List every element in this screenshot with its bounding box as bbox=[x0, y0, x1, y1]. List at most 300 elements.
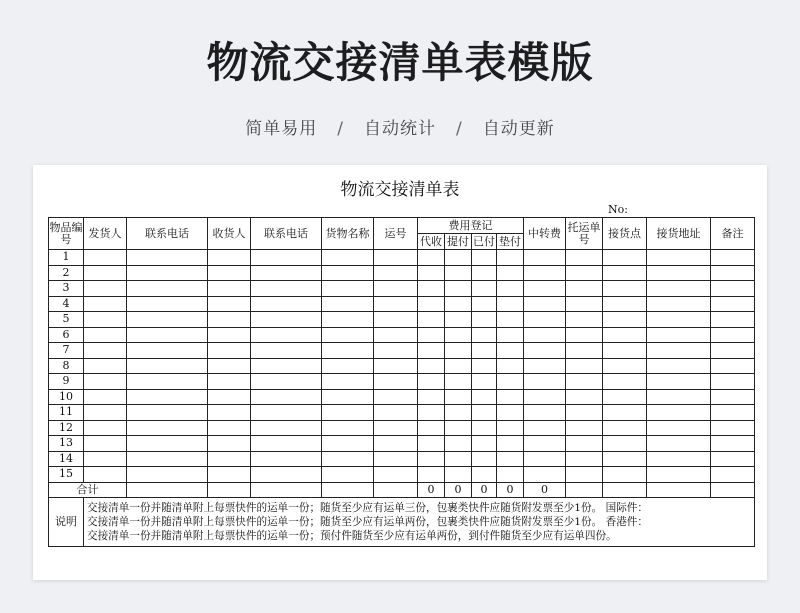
table-cell[interactable] bbox=[322, 327, 374, 343]
row-number: 1 bbox=[49, 250, 84, 266]
table-cell[interactable] bbox=[322, 451, 374, 467]
table-cell[interactable] bbox=[603, 436, 647, 452]
table-cell[interactable] bbox=[603, 312, 647, 328]
subtitle-separator: / bbox=[456, 119, 463, 139]
table-cell[interactable] bbox=[647, 296, 711, 312]
total-fee-advance: 0 bbox=[497, 482, 524, 497]
table-cell[interactable] bbox=[374, 436, 418, 452]
table-cell[interactable] bbox=[647, 312, 711, 328]
table-row bbox=[49, 250, 755, 266]
row-number: 12 bbox=[49, 420, 84, 436]
document-number-label: No: bbox=[608, 203, 628, 216]
table-cell[interactable] bbox=[127, 327, 208, 343]
table-cell[interactable] bbox=[472, 281, 497, 297]
table-cell[interactable] bbox=[322, 374, 374, 390]
page-title: 物流交接清单表模版 bbox=[206, 38, 594, 87]
table-cell[interactable] bbox=[208, 482, 251, 497]
table-cell[interactable] bbox=[322, 281, 374, 297]
header-receiver-phone: 联系电话 bbox=[251, 218, 322, 250]
header-remark: 备注 bbox=[711, 218, 755, 250]
row-number: 9 bbox=[49, 374, 84, 390]
table-cell[interactable] bbox=[603, 374, 647, 390]
table-cell[interactable] bbox=[647, 436, 711, 452]
header-fee-pickup: 提付 bbox=[445, 234, 472, 250]
table-cell[interactable] bbox=[127, 451, 208, 467]
table-cell[interactable] bbox=[566, 467, 603, 483]
table-cell[interactable] bbox=[251, 281, 322, 297]
table-cell[interactable] bbox=[603, 296, 647, 312]
row-number: 10 bbox=[49, 389, 84, 405]
table-cell[interactable] bbox=[208, 405, 251, 421]
table-cell[interactable] bbox=[711, 451, 755, 467]
table-cell[interactable] bbox=[127, 281, 208, 297]
table-cell[interactable] bbox=[127, 250, 208, 266]
table-cell[interactable] bbox=[497, 281, 524, 297]
table-cell[interactable] bbox=[497, 312, 524, 328]
table-cell[interactable] bbox=[711, 405, 755, 421]
table-cell[interactable] bbox=[603, 482, 647, 497]
table-body bbox=[49, 250, 755, 483]
notes-line: 交接清单一份并随清单附上每票快件的运单一份；随货至少应有运单三份，包裹类快件应随货附发票至少1份。 国际件： bbox=[87, 501, 648, 514]
header-pickup-point: 接货点 bbox=[603, 218, 647, 250]
header-row bbox=[49, 218, 755, 234]
header-sender-phone: 联系电话 bbox=[127, 218, 208, 250]
table-row bbox=[49, 374, 755, 390]
table-cell[interactable] bbox=[251, 389, 322, 405]
page-subtitle bbox=[0, 114, 800, 139]
table-cell[interactable] bbox=[418, 436, 445, 452]
table-cell[interactable] bbox=[472, 436, 497, 452]
table-cell[interactable] bbox=[711, 467, 755, 483]
table-cell[interactable] bbox=[127, 374, 208, 390]
table-cell[interactable] bbox=[497, 467, 524, 483]
table-cell[interactable] bbox=[445, 250, 472, 266]
table-cell[interactable] bbox=[445, 451, 472, 467]
table-cell[interactable] bbox=[445, 420, 472, 436]
subtitle-separator: / bbox=[337, 119, 344, 139]
table-cell[interactable] bbox=[374, 389, 418, 405]
table-cell[interactable] bbox=[322, 436, 374, 452]
header-consign-no: 托运单号 bbox=[566, 218, 603, 250]
table-cell[interactable] bbox=[84, 312, 127, 328]
table-cell[interactable] bbox=[603, 281, 647, 297]
subtitle-item-stats: 自动统计 bbox=[364, 119, 436, 139]
table-cell[interactable] bbox=[418, 358, 445, 374]
table-cell[interactable] bbox=[566, 296, 603, 312]
subtitle-item-update: 自动更新 bbox=[482, 119, 555, 139]
total-transfer-fee: 0 bbox=[524, 482, 566, 497]
row-number: 11 bbox=[49, 405, 84, 421]
table-row bbox=[49, 467, 755, 483]
table-cell[interactable] bbox=[251, 250, 322, 266]
table-cell[interactable] bbox=[84, 436, 127, 452]
table-cell[interactable] bbox=[84, 451, 127, 467]
table-cell[interactable] bbox=[322, 420, 374, 436]
table-cell[interactable] bbox=[566, 327, 603, 343]
table-cell[interactable] bbox=[445, 436, 472, 452]
table-cell[interactable] bbox=[524, 327, 566, 343]
table-cell[interactable] bbox=[647, 265, 711, 281]
table-cell[interactable] bbox=[497, 420, 524, 436]
table-cell[interactable] bbox=[566, 482, 603, 497]
table-cell[interactable] bbox=[524, 436, 566, 452]
table-cell[interactable] bbox=[251, 451, 322, 467]
table-cell[interactable] bbox=[524, 374, 566, 390]
table-row bbox=[49, 343, 755, 359]
table-cell[interactable] bbox=[445, 389, 472, 405]
table-cell[interactable] bbox=[472, 250, 497, 266]
row-number: 6 bbox=[49, 327, 84, 343]
table-cell[interactable] bbox=[711, 281, 755, 297]
table-cell[interactable] bbox=[374, 451, 418, 467]
table-cell[interactable] bbox=[472, 312, 497, 328]
table-cell[interactable] bbox=[374, 374, 418, 390]
table-cell[interactable] bbox=[445, 405, 472, 421]
table-cell[interactable] bbox=[208, 389, 251, 405]
table-cell[interactable] bbox=[603, 343, 647, 359]
table-row bbox=[49, 327, 755, 343]
table-cell[interactable] bbox=[647, 389, 711, 405]
table-cell[interactable] bbox=[566, 389, 603, 405]
table-cell[interactable] bbox=[418, 467, 445, 483]
table-cell[interactable] bbox=[322, 358, 374, 374]
table-row bbox=[49, 265, 755, 281]
table-cell[interactable] bbox=[445, 343, 472, 359]
table-cell[interactable] bbox=[127, 389, 208, 405]
table-cell[interactable] bbox=[208, 327, 251, 343]
table-cell[interactable] bbox=[445, 281, 472, 297]
table-cell[interactable] bbox=[251, 420, 322, 436]
table-cell[interactable] bbox=[374, 265, 418, 281]
table-cell[interactable] bbox=[127, 467, 208, 483]
total-fee-pickup: 0 bbox=[445, 482, 472, 497]
table-cell[interactable] bbox=[127, 312, 208, 328]
table-cell[interactable] bbox=[84, 265, 127, 281]
table-row bbox=[49, 389, 755, 405]
table-cell[interactable] bbox=[251, 327, 322, 343]
table-cell[interactable] bbox=[603, 389, 647, 405]
table-cell[interactable] bbox=[472, 420, 497, 436]
table-cell[interactable] bbox=[251, 482, 322, 497]
table-cell[interactable] bbox=[84, 420, 127, 436]
table-cell[interactable] bbox=[472, 451, 497, 467]
table-cell[interactable] bbox=[251, 358, 322, 374]
table-cell[interactable] bbox=[566, 250, 603, 266]
table-row bbox=[49, 358, 755, 374]
table-cell[interactable] bbox=[418, 389, 445, 405]
header-waybill-no: 运号 bbox=[374, 218, 418, 250]
row-number: 5 bbox=[49, 312, 84, 328]
table-cell[interactable] bbox=[208, 467, 251, 483]
table-cell[interactable] bbox=[497, 265, 524, 281]
table-cell[interactable] bbox=[524, 296, 566, 312]
table-cell[interactable] bbox=[647, 250, 711, 266]
row-number: 14 bbox=[49, 451, 84, 467]
table-cell[interactable] bbox=[603, 250, 647, 266]
table-cell[interactable] bbox=[418, 451, 445, 467]
table-cell[interactable] bbox=[208, 281, 251, 297]
notes-row bbox=[49, 497, 755, 546]
table-cell[interactable] bbox=[374, 420, 418, 436]
table-cell[interactable] bbox=[711, 250, 755, 266]
handover-table bbox=[48, 217, 755, 547]
table-cell[interactable] bbox=[418, 374, 445, 390]
table-cell[interactable] bbox=[208, 358, 251, 374]
table-cell[interactable] bbox=[647, 405, 711, 421]
header-fee-group: 费用登记 bbox=[418, 218, 524, 234]
table-cell[interactable] bbox=[566, 343, 603, 359]
table-cell[interactable] bbox=[647, 327, 711, 343]
table-cell[interactable] bbox=[84, 389, 127, 405]
table-cell[interactable] bbox=[647, 358, 711, 374]
table-cell[interactable] bbox=[127, 436, 208, 452]
total-fee-collect: 0 bbox=[418, 482, 445, 497]
table-cell[interactable] bbox=[418, 343, 445, 359]
table-cell[interactable] bbox=[647, 420, 711, 436]
notes-content bbox=[84, 497, 755, 546]
table-cell[interactable] bbox=[374, 296, 418, 312]
table-cell[interactable] bbox=[251, 436, 322, 452]
table-cell[interactable] bbox=[524, 312, 566, 328]
table-cell[interactable] bbox=[208, 250, 251, 266]
table-cell[interactable] bbox=[445, 467, 472, 483]
table-cell[interactable] bbox=[497, 451, 524, 467]
table-cell[interactable] bbox=[127, 405, 208, 421]
table-cell[interactable] bbox=[524, 250, 566, 266]
table-cell[interactable] bbox=[418, 265, 445, 281]
table-cell[interactable] bbox=[647, 467, 711, 483]
table-cell[interactable] bbox=[603, 265, 647, 281]
table-cell[interactable] bbox=[418, 281, 445, 297]
header-sender: 发货人 bbox=[84, 218, 127, 250]
table-cell[interactable] bbox=[445, 327, 472, 343]
table-cell[interactable] bbox=[497, 343, 524, 359]
table-cell[interactable] bbox=[208, 374, 251, 390]
table-cell[interactable] bbox=[84, 296, 127, 312]
table-cell[interactable] bbox=[418, 405, 445, 421]
document-sheet bbox=[33, 165, 767, 580]
table-cell[interactable] bbox=[418, 312, 445, 328]
table-cell[interactable] bbox=[84, 281, 127, 297]
table-cell[interactable] bbox=[566, 420, 603, 436]
table-cell[interactable] bbox=[374, 327, 418, 343]
table-cell[interactable] bbox=[322, 250, 374, 266]
table-cell[interactable] bbox=[497, 436, 524, 452]
table-cell[interactable] bbox=[497, 374, 524, 390]
table-cell[interactable] bbox=[127, 358, 208, 374]
table-cell[interactable] bbox=[524, 420, 566, 436]
table-cell[interactable] bbox=[524, 265, 566, 281]
table-cell[interactable] bbox=[374, 467, 418, 483]
header-fee-paid: 已付 bbox=[473, 234, 495, 248]
header-goods-name: 货物名称 bbox=[322, 218, 374, 250]
table-cell[interactable] bbox=[208, 343, 251, 359]
table-cell[interactable] bbox=[472, 265, 497, 281]
table-cell[interactable] bbox=[647, 343, 711, 359]
table-cell[interactable] bbox=[524, 281, 566, 297]
table-cell[interactable] bbox=[251, 467, 322, 483]
table-cell[interactable] bbox=[524, 358, 566, 374]
table-cell[interactable] bbox=[472, 327, 497, 343]
table-cell[interactable] bbox=[418, 327, 445, 343]
table-cell[interactable] bbox=[566, 265, 603, 281]
table-cell[interactable] bbox=[251, 405, 322, 421]
header-transfer-fee: 中转费 bbox=[524, 218, 566, 250]
table-cell[interactable] bbox=[472, 296, 497, 312]
table-cell[interactable] bbox=[251, 296, 322, 312]
table-cell[interactable] bbox=[127, 482, 208, 497]
table-cell[interactable] bbox=[497, 296, 524, 312]
table-cell[interactable] bbox=[84, 405, 127, 421]
header-fee-advance: 垫付 bbox=[497, 234, 524, 250]
table-cell[interactable] bbox=[208, 451, 251, 467]
table-cell[interactable] bbox=[84, 250, 127, 266]
table-cell[interactable] bbox=[711, 389, 755, 405]
table-cell[interactable] bbox=[418, 296, 445, 312]
table-cell[interactable] bbox=[251, 343, 322, 359]
table-cell[interactable] bbox=[711, 312, 755, 328]
total-fee-paid: 0 bbox=[472, 482, 497, 497]
row-number: 2 bbox=[49, 265, 84, 281]
table-cell[interactable] bbox=[603, 420, 647, 436]
table-cell[interactable] bbox=[322, 482, 374, 497]
table-cell[interactable] bbox=[711, 374, 755, 390]
table-cell[interactable] bbox=[84, 358, 127, 374]
table-cell[interactable] bbox=[566, 281, 603, 297]
table-cell[interactable] bbox=[647, 482, 711, 497]
table-cell[interactable] bbox=[603, 327, 647, 343]
table-cell[interactable] bbox=[322, 312, 374, 328]
table-cell[interactable] bbox=[322, 405, 374, 421]
table-cell[interactable] bbox=[251, 265, 322, 281]
table-cell[interactable] bbox=[472, 343, 497, 359]
table-cell[interactable] bbox=[374, 281, 418, 297]
table-cell[interactable] bbox=[127, 343, 208, 359]
table-cell[interactable] bbox=[84, 467, 127, 483]
table-cell[interactable] bbox=[711, 482, 755, 497]
row-number: 4 bbox=[49, 296, 84, 312]
table-cell[interactable] bbox=[374, 405, 418, 421]
table-cell[interactable] bbox=[711, 436, 755, 452]
header-receiver: 收货人 bbox=[208, 218, 251, 250]
table-cell[interactable] bbox=[374, 343, 418, 359]
table-row bbox=[49, 436, 755, 452]
table-cell[interactable] bbox=[472, 389, 497, 405]
table-cell[interactable] bbox=[647, 451, 711, 467]
table-cell[interactable] bbox=[445, 312, 472, 328]
table-cell[interactable] bbox=[322, 265, 374, 281]
table-cell[interactable] bbox=[374, 250, 418, 266]
table-cell[interactable] bbox=[208, 296, 251, 312]
total-row bbox=[49, 482, 755, 497]
header-item-no: 物品编号 bbox=[49, 218, 84, 250]
table-cell[interactable] bbox=[84, 343, 127, 359]
total-label: 合计 bbox=[49, 482, 127, 497]
table-cell[interactable] bbox=[711, 343, 755, 359]
table-cell[interactable] bbox=[497, 358, 524, 374]
table-cell[interactable] bbox=[647, 281, 711, 297]
table-cell[interactable] bbox=[711, 358, 755, 374]
notes-line: 交接清单一份并随清单附上每票快件的运单一份；预付件随货至少应有运单两份，到付件随货至少应有运单四份。 bbox=[87, 529, 617, 542]
table-cell[interactable] bbox=[445, 296, 472, 312]
notes-line: 交接清单一份并随清单附上每票快件的运单一份；随货至少应有运单两份，包裹类快件应随货附发票至少1份。 香港件： bbox=[87, 515, 648, 528]
table-cell[interactable] bbox=[374, 482, 418, 497]
table-cell[interactable] bbox=[524, 343, 566, 359]
table-cell[interactable] bbox=[208, 265, 251, 281]
table-cell[interactable] bbox=[566, 358, 603, 374]
table-cell[interactable] bbox=[603, 451, 647, 467]
table-row bbox=[49, 296, 755, 312]
table-cell[interactable] bbox=[208, 420, 251, 436]
table-cell[interactable] bbox=[603, 358, 647, 374]
table-cell[interactable] bbox=[472, 358, 497, 374]
table-cell[interactable] bbox=[497, 389, 524, 405]
table-cell[interactable] bbox=[322, 467, 374, 483]
table-cell[interactable] bbox=[445, 374, 472, 390]
table-cell[interactable] bbox=[127, 265, 208, 281]
row-number: 13 bbox=[49, 436, 84, 452]
table-cell[interactable] bbox=[472, 374, 497, 390]
table-cell[interactable] bbox=[524, 405, 566, 421]
header-pickup-address: 接货地址 bbox=[647, 218, 711, 250]
table-cell[interactable] bbox=[322, 389, 374, 405]
table-cell[interactable] bbox=[603, 405, 647, 421]
table-cell[interactable] bbox=[566, 374, 603, 390]
table-cell[interactable] bbox=[322, 296, 374, 312]
table-cell[interactable] bbox=[127, 420, 208, 436]
table-cell[interactable] bbox=[566, 451, 603, 467]
table-cell[interactable] bbox=[84, 374, 127, 390]
table-cell[interactable] bbox=[603, 467, 647, 483]
table-cell[interactable] bbox=[566, 436, 603, 452]
table-cell[interactable] bbox=[445, 265, 472, 281]
table-cell[interactable] bbox=[524, 467, 566, 483]
table-cell[interactable] bbox=[472, 467, 497, 483]
table-cell[interactable] bbox=[445, 358, 472, 374]
table-cell[interactable] bbox=[374, 358, 418, 374]
table-cell[interactable] bbox=[418, 420, 445, 436]
table-cell[interactable] bbox=[524, 389, 566, 405]
table-cell[interactable] bbox=[566, 312, 603, 328]
row-number: 7 bbox=[49, 343, 84, 359]
table-cell[interactable] bbox=[647, 374, 711, 390]
table-cell[interactable] bbox=[566, 405, 603, 421]
table-cell[interactable] bbox=[418, 250, 445, 266]
table-cell[interactable] bbox=[497, 327, 524, 343]
notes-label: 说明 bbox=[49, 497, 84, 546]
table-cell[interactable] bbox=[322, 343, 374, 359]
table-cell[interactable] bbox=[497, 250, 524, 266]
table-cell[interactable] bbox=[208, 436, 251, 452]
row-number: 15 bbox=[49, 467, 84, 483]
table-cell[interactable] bbox=[208, 312, 251, 328]
table-cell[interactable] bbox=[251, 312, 322, 328]
table-cell[interactable] bbox=[251, 374, 322, 390]
table-cell[interactable] bbox=[711, 265, 755, 281]
table-cell[interactable] bbox=[711, 420, 755, 436]
table-cell[interactable] bbox=[127, 296, 208, 312]
table-cell[interactable] bbox=[497, 405, 524, 421]
row-number: 8 bbox=[49, 358, 84, 374]
table-row bbox=[49, 451, 755, 467]
table-cell[interactable] bbox=[374, 312, 418, 328]
table-cell[interactable] bbox=[84, 327, 127, 343]
table-row bbox=[49, 420, 755, 436]
table-cell[interactable] bbox=[711, 327, 755, 343]
table-cell[interactable] bbox=[711, 296, 755, 312]
table-cell[interactable] bbox=[472, 405, 497, 421]
table-cell[interactable] bbox=[524, 451, 566, 467]
